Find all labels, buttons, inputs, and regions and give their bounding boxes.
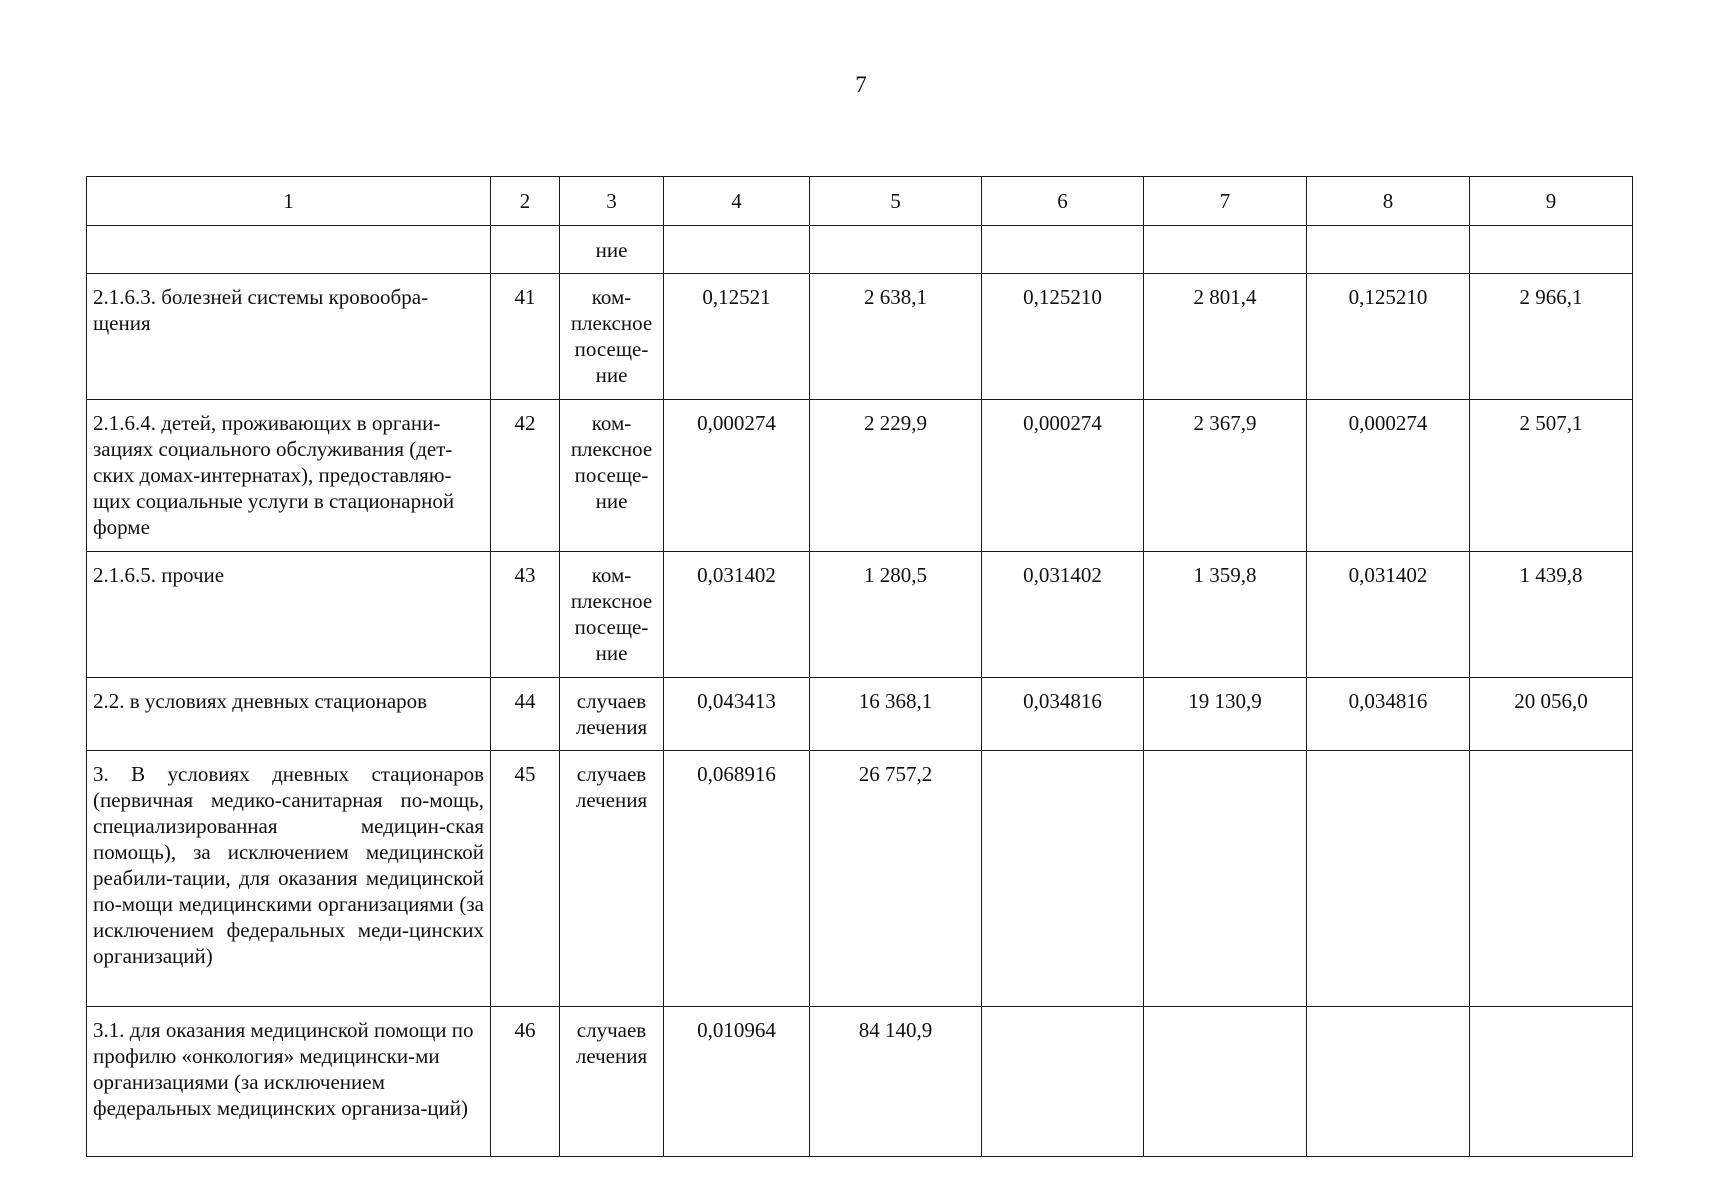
value-cell-col7 bbox=[1144, 226, 1307, 274]
row-number-cell: 43 bbox=[491, 552, 560, 678]
table-row bbox=[87, 226, 1633, 274]
row-name-cell bbox=[87, 226, 491, 274]
value-cell-col4: 0,043413 bbox=[664, 678, 810, 751]
value-cell-col8 bbox=[1307, 1007, 1470, 1157]
value-cell-col9 bbox=[1470, 751, 1633, 1007]
row-name-cell: 2.1.6.3. болезней системы кровообра-щения bbox=[87, 274, 491, 400]
column-header: 2 bbox=[491, 177, 560, 226]
value-cell-col8: 0,034816 bbox=[1307, 678, 1470, 751]
table-row bbox=[87, 678, 1633, 751]
column-header: 1 bbox=[87, 177, 491, 226]
row-number-cell: 45 bbox=[491, 751, 560, 1007]
row-number-cell: 42 bbox=[491, 400, 560, 552]
value-cell-col9 bbox=[1470, 226, 1633, 274]
row-name-cell: 2.1.6.5. прочие bbox=[87, 552, 491, 678]
row-unit-cell: ком-плексное посеще-ние bbox=[560, 400, 664, 552]
value-cell-col8: 0,125210 bbox=[1307, 274, 1470, 400]
value-cell-col8: 0,031402 bbox=[1307, 552, 1470, 678]
value-cell-col9: 2 507,1 bbox=[1470, 400, 1633, 552]
column-header: 4 bbox=[664, 177, 810, 226]
value-cell-col5: 2 229,9 bbox=[810, 400, 982, 552]
value-cell-col7 bbox=[1144, 1007, 1307, 1157]
row-name-cell: 3.1. для оказания медицинской помощи по профилю «онкология» медицински-ми организациями (за исключением федеральных медицинских организа-ций) bbox=[87, 1007, 491, 1157]
value-cell-col6: 0,031402 bbox=[982, 552, 1144, 678]
page-number: 7 bbox=[855, 72, 867, 97]
table-row bbox=[87, 552, 1633, 678]
table-row bbox=[87, 1007, 1633, 1157]
row-unit-cell: ние bbox=[560, 226, 664, 274]
row-name-cell: 2.1.6.4. детей, проживающих в органи-зациях социального обслуживания (дет-ских домах-интернатах), предоставляю-щих социальные услуги в стационарной форме bbox=[87, 400, 491, 552]
row-unit-cell: случаев лечения bbox=[560, 751, 664, 1007]
value-cell-col5: 26 757,2 bbox=[810, 751, 982, 1007]
row-unit-cell: случаев лечения bbox=[560, 1007, 664, 1157]
value-cell-col7: 2 801,4 bbox=[1144, 274, 1307, 400]
value-cell-col4: 0,031402 bbox=[664, 552, 810, 678]
value-cell-col5 bbox=[810, 226, 982, 274]
column-header: 9 bbox=[1470, 177, 1633, 226]
value-cell-col9: 1 439,8 bbox=[1470, 552, 1633, 678]
row-number-cell bbox=[491, 226, 560, 274]
value-cell-col5: 2 638,1 bbox=[810, 274, 982, 400]
value-cell-col4 bbox=[664, 226, 810, 274]
table-header-row bbox=[87, 177, 1633, 226]
value-cell-col4: 0,068916 bbox=[664, 751, 810, 1007]
table-row bbox=[87, 400, 1633, 552]
value-cell-col5: 16 368,1 bbox=[810, 678, 982, 751]
value-cell-col5: 1 280,5 bbox=[810, 552, 982, 678]
column-header: 5 bbox=[810, 177, 982, 226]
row-number-cell: 46 bbox=[491, 1007, 560, 1157]
value-cell-col7: 19 130,9 bbox=[1144, 678, 1307, 751]
value-cell-col7 bbox=[1144, 751, 1307, 1007]
value-cell-col5: 84 140,9 bbox=[810, 1007, 982, 1157]
row-unit-cell: ком-плексное посеще-ние bbox=[560, 274, 664, 400]
value-cell-col4: 0,12521 bbox=[664, 274, 810, 400]
column-header: 6 bbox=[982, 177, 1144, 226]
row-number-cell: 44 bbox=[491, 678, 560, 751]
value-cell-col7: 2 367,9 bbox=[1144, 400, 1307, 552]
value-cell-col6: 0,125210 bbox=[982, 274, 1144, 400]
column-header: 7 bbox=[1144, 177, 1307, 226]
row-name-cell: 3. В условиях дневных стационаров (первичная медико-санитарная по-мощь, специализированная медицин-ская помощь), за исключением медицинской реабили-тации, для оказания медицинской по-мощи медицинскими организациями (за исключением федеральных меди-цинских организаций) bbox=[87, 751, 491, 1007]
value-cell-col4: 0,000274 bbox=[664, 400, 810, 552]
value-cell-col8 bbox=[1307, 751, 1470, 1007]
value-cell-col9: 2 966,1 bbox=[1470, 274, 1633, 400]
value-cell-col6 bbox=[982, 226, 1144, 274]
value-cell-col6 bbox=[982, 751, 1144, 1007]
row-unit-cell: ком-плексное посеще-ние bbox=[560, 552, 664, 678]
value-cell-col8 bbox=[1307, 226, 1470, 274]
value-cell-col9: 20 056,0 bbox=[1470, 678, 1633, 751]
table-row bbox=[87, 274, 1633, 400]
value-cell-col6: 0,034816 bbox=[982, 678, 1144, 751]
data-table bbox=[86, 176, 1633, 1157]
value-cell-col6: 0,000274 bbox=[982, 400, 1144, 552]
value-cell-col9 bbox=[1470, 1007, 1633, 1157]
value-cell-col6 bbox=[982, 1007, 1144, 1157]
value-cell-col8: 0,000274 bbox=[1307, 400, 1470, 552]
row-name-cell: 2.2. в условиях дневных стационаров bbox=[87, 678, 491, 751]
column-header: 3 bbox=[560, 177, 664, 226]
column-header: 8 bbox=[1307, 177, 1470, 226]
row-number-cell: 41 bbox=[491, 274, 560, 400]
table-row bbox=[87, 751, 1633, 1007]
row-unit-cell: случаев лечения bbox=[560, 678, 664, 751]
value-cell-col7: 1 359,8 bbox=[1144, 552, 1307, 678]
value-cell-col4: 0,010964 bbox=[664, 1007, 810, 1157]
